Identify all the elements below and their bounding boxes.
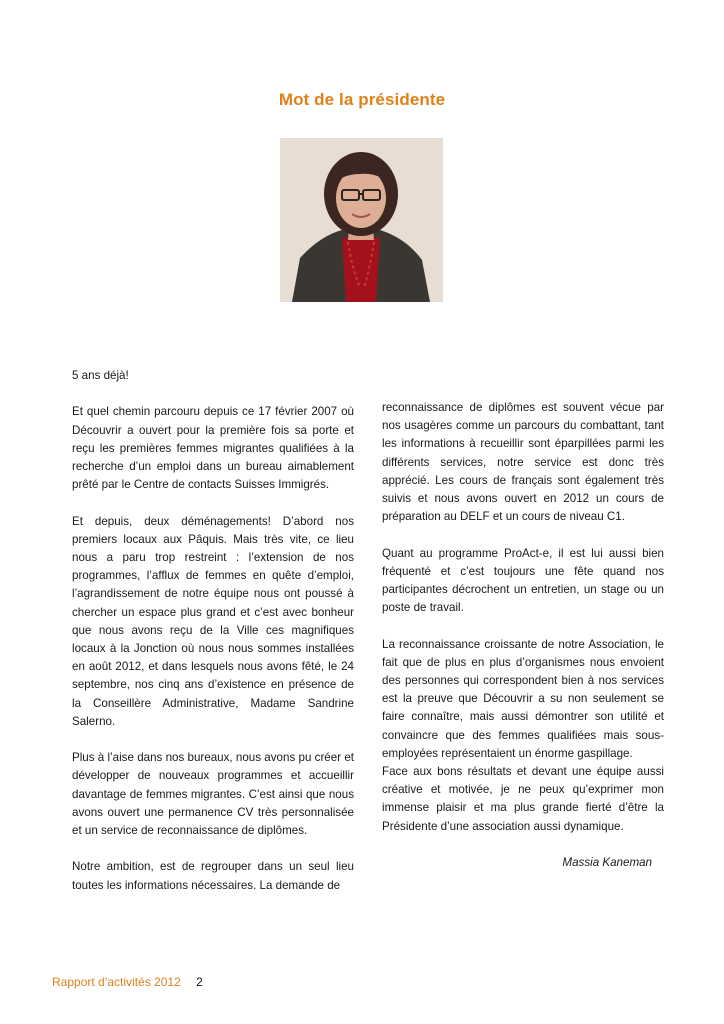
paragraph: Face aux bons résultats et devant une équipe aussi créative et motivée, je ne peux qu’exprimer mon immense plaisir et ma plus grande fierté d’être la Présidente d’une association aussi dynamique. [382, 765, 664, 833]
paragraph: Et quel chemin parcouru depuis ce 17 février 2007 où Découvrir a ouvert pour la première fois sa porte et reçu les premières femmes migrantes qualifiées à la recherche d’un emploi dans un bureau aimablement prêté par le Centre de contacts Suisses Immigrés. [72, 405, 354, 492]
page-number: 2 [196, 975, 203, 989]
paragraph: Et depuis, deux déménagements! D’abord nos premiers locaux aux Pâquis. Mais très vite, ce lieu nous a paru trop restreint : l’extension de nos programmes, l’afflux de femmes en quête d’emploi, l’agrandissement de notre équipe nous ont poussé à chercher un espace plus grand et c’est avec bonheur que nous avons reçu de la Ville ces magnifiques locaux à la Jonction où nous nous sommes installées en août 2012, et dans lesquels nous avons fêté, le 24 septembre, nos cinq ans d’existence en présence de la Conseillère Administrative, Madame Sandrine Salerno. [72, 514, 354, 728]
signature: Massia Kaneman [562, 856, 652, 870]
paragraph: 5 ans déjà! [72, 369, 129, 382]
right-column [382, 399, 664, 872]
portrait-image [280, 138, 443, 302]
left-column [72, 367, 354, 913]
report-label: Rapport d’activités 2012 [52, 975, 181, 989]
page-footer [52, 975, 203, 989]
paragraph: reconnaissance de diplômes est souvent vécue par nos usagères comme un parcours du combattant, tant les informations à recueillir sont éparpillées parmi les différents services, notre service est donc très apprécié. Les cours de français sont également très suivis et nous avons ouvert en 2012 un cours de préparation au DELF et un cours de niveau C1. [382, 401, 664, 524]
paragraph: Plus à l’aise dans nos bureaux, nous avons pu créer et développer de nouveaux programmes et accueillir davantage de femmes migrantes. C’est ainsi que nous avons ouvert une permanence CV très personnalisée et un service de reconnaissance de diplômes. [72, 751, 354, 838]
page-title: Mot de la présidente [278, 90, 446, 109]
paragraph: Quant au programme ProAct-e, il est lui aussi bien fréquenté et c’est toujours une fête quand nos participantes décrochent un entretien, un stage ou un poste de travail. [382, 546, 664, 615]
paragraph: La reconnaissance croissante de notre Association, le fait que de plus en plus d’organismes nous envoient des personnes qui correspondent bien à nos services est la preuve que Découvrir a su non seulement se faire connaître, mais aussi démontrer son utilité et convaincre que des femmes qualifiées mais sous-employées représentaient un énorme gaspillage. [382, 637, 664, 760]
paragraph: Notre ambition, est de regrouper dans un seul lieu toutes les informations nécessaires. La demande de [72, 860, 354, 892]
president-photo [280, 138, 443, 302]
